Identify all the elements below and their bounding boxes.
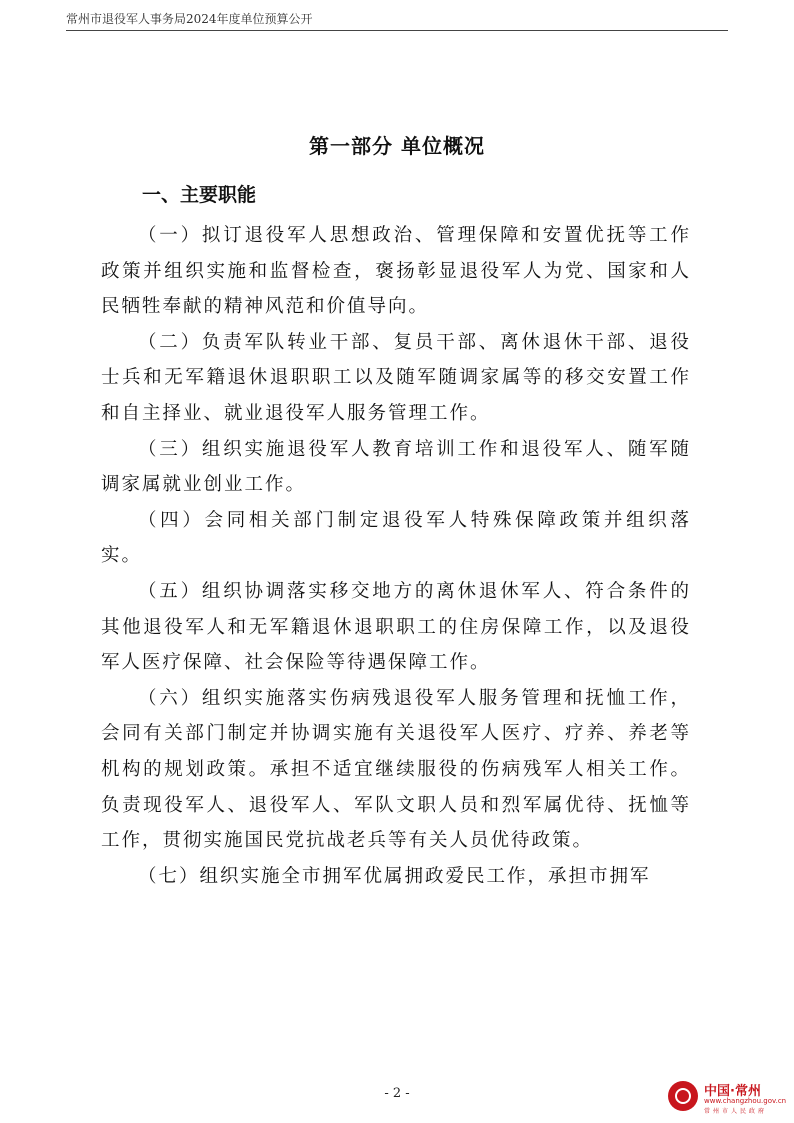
paragraph-5: （五）组织协调落实移交地方的离休退休军人、符合条件的其他退役军人和无军籍退休退职职工的住房保障工作，以及退役军人医疗保障、社会保险等待遇保障工作。 xyxy=(101,580,691,674)
document-body xyxy=(101,218,691,894)
paragraph-3: （三）组织实施退役军人教育培训工作和退役军人、随军随调家属就业创业工作。 xyxy=(101,438,691,496)
logo-name: 中国·常州 xyxy=(704,1084,761,1099)
paragraph-7: （七）组织实施全市拥军优属拥政爱民工作，承担市拥军 xyxy=(138,865,651,887)
page-number: - 2 - xyxy=(384,1086,410,1101)
logo-url: www.changzhou.gov.cn xyxy=(704,1097,787,1105)
emblem-icon xyxy=(668,1081,698,1111)
page-title: 第一部分 单位概况 xyxy=(309,134,485,158)
header-text: 常州市退役军人事务局2024年度单位预算公开 xyxy=(66,12,313,26)
paragraph-6: （六）组织实施落实伤病残退役军人服务管理和抚恤工作，会同有关部门制定并协调实施有关退役军人医疗、疗养、养老等机构的规划政策。承担不适宜继续服役的伤病残军人相关工作。负责现役军人、退役军人、军队文职人员和烈军属优待、抚恤等工作，贯彻实施国民党抗战老兵等有关人员优待政策。 xyxy=(101,687,691,852)
page-header xyxy=(66,10,728,31)
paragraph-2: （二）负责军队转业干部、复员干部、离休退休干部、退役士兵和无军籍退休退职职工以及随军随调家属等的移交安置工作和自主择业、就业退役军人服务管理工作。 xyxy=(101,331,691,424)
logo-subtitle: 常州市人民政府 xyxy=(704,1108,768,1115)
paragraph-1: （一）拟订退役军人思想政治、管理保障和安置优抚等工作政策并组织实施和监督检查，褒扬彰显退役军人为党、国家和人民牺牲奉献的精神风范和价值导向。 xyxy=(101,225,691,318)
site-logo xyxy=(668,1078,792,1118)
section-heading: 一、主要职能 xyxy=(142,184,257,206)
paragraph-4: （四）会同相关部门制定退役军人特殊保障政策并组织落实。 xyxy=(101,509,691,567)
